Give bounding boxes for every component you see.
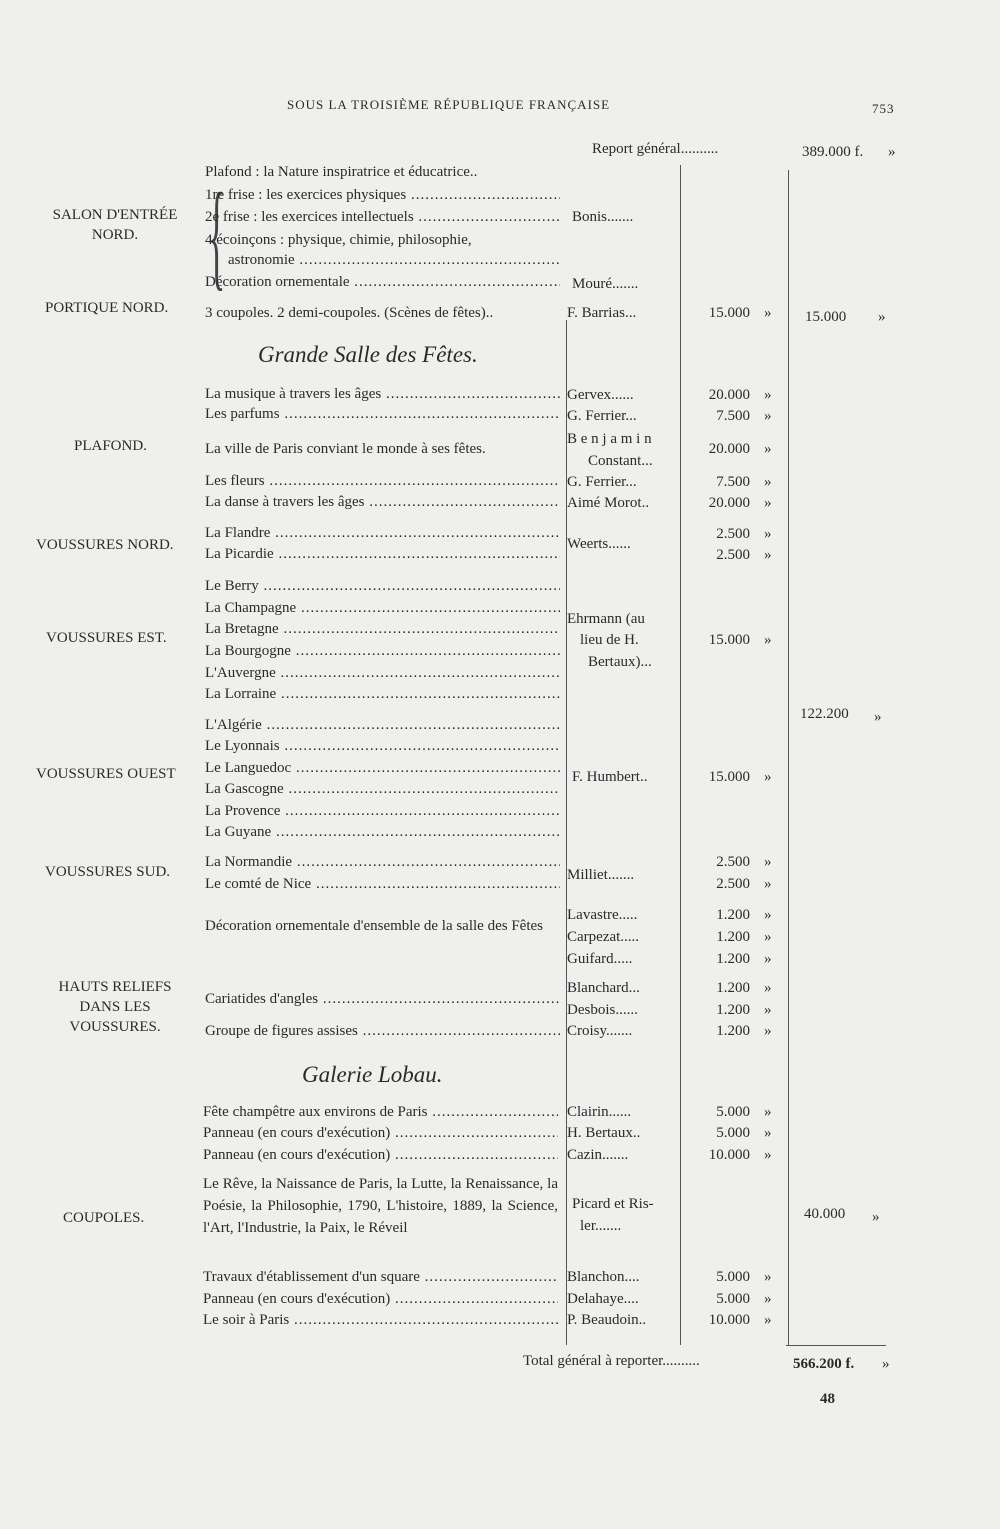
section-voussures-est: VOUSSURES EST. [46,630,167,646]
guillemet: » [764,408,772,424]
artist-weerts: Weerts...... [567,536,631,552]
artist-blanchard: Blanchard... [567,980,640,996]
item-ve-3: La Bretagne ..... [205,620,560,638]
guillemet: » [764,387,772,403]
section-voussures-nord: VOUSSURES NORD. [36,537,174,553]
artist-morot: Aimé Morot.. [567,495,650,511]
column-rule-2 [788,170,789,1345]
item-h-3: Groupe de figures assises ..... [205,1022,560,1040]
artist-constant: Constant... [588,453,653,469]
amount-nice: 2.500 [716,876,750,892]
item-portique: 3 coupoles. 2 demi-coupoles. (Scènes de fêtes).. [205,305,494,321]
guillemet: » [764,1125,772,1141]
amount-lavastre: 1.200 [716,907,750,923]
item-plafond-3: La ville de Paris conviant le monde à ses fêtes. [205,441,486,457]
amount-croisy: 1.200 [716,1023,750,1039]
amount-barrias: 15.000 [708,305,750,321]
item-l-4: Le Rêve, la Naissance de Paris, la Lutte, la Renaissance, la Poésie, la Philosophie, 1790, L'histoire, 1889, la Science, l'Art, l'Industrie, la Paix, le Réveil [203,1176,558,1236]
artist-picard-1: Picard et Ris- [572,1196,654,1212]
guillemet: » [764,1269,772,1285]
amount-guifard: 1.200 [716,951,750,967]
item-vo-5: La Provence ..... [205,802,560,820]
guillemet: » [764,929,772,945]
artist-desbois: Desbois...... [567,1002,638,1018]
item-salon-5: astronomie ..... [228,251,560,269]
section-plafond: PLAFOND. [74,438,147,454]
artist-guifard: Guifard..... [567,951,633,967]
artist-delahaye: Delahaye.... [567,1291,639,1307]
amount-ferrier: 7.500 [716,408,750,424]
guillemet: » [764,495,772,511]
item-h-2: Cariatides d'angles ..... [205,990,560,1008]
title-galerie: Galerie Lobau. [302,1062,443,1087]
guillemet: » [764,1104,772,1120]
guillemet: » [764,854,772,870]
item-l-7: Le soir à Paris ..... [203,1311,558,1329]
artist-carpezat: Carpezat..... [567,929,640,945]
guillemet: » [764,769,772,785]
guillemet: » [874,709,882,725]
item-ve-2: La Champagne ..... [205,599,560,617]
amount-delahaye: 5.000 [716,1291,750,1307]
section-voussures-sud: VOUSSURES SUD. [45,864,171,880]
item-h-1: Décoration ornementale d'ensemble de la salle des Fêtes [205,918,543,934]
item-ve-1: Le Berry ..... [205,577,560,595]
final-amount: 566.200 f. [793,1356,855,1372]
title-grande-salle: Grande Salle des Fêtes. [258,342,478,367]
item-vo-2: Le Lyonnais ..... [205,737,560,755]
guillemet: » [882,1356,890,1372]
artist-ehrmann-1: Ehrmann (au [567,611,645,627]
amount-morot: 20.000 [708,495,750,511]
item-salon-4: 4 écoinçons : physique, chimie, philosophie, [205,232,472,248]
item-plafond-4: Les fleurs ..... [205,472,560,490]
guillemet: » [764,951,772,967]
item-vo-1: L'Algérie ..... [205,716,560,734]
amount-humbert: 15.000 [708,769,750,785]
artist-croisy: Croisy....... [567,1023,633,1039]
guillemet: » [764,632,772,648]
item-plafond-1: La musique à travers les âges ..... [205,385,560,403]
item-salon-6: Décoration ornementale ..... [205,273,560,291]
artist-picard-2: ler....... [580,1218,622,1234]
total-galerie: 40.000 [804,1206,846,1222]
amount-benjamin: 20.000 [708,441,750,457]
item-salon-3: 2e frise : les exercices intellectuels ..... [205,208,560,226]
artist-ferrier: G. Ferrier... [567,474,637,490]
guillemet: » [764,1147,772,1163]
item-vo-6: La Guyane ..... [205,823,560,841]
artist-beaudoin: P. Beaudoin.. [567,1312,647,1328]
item-plafond-5: La danse à travers les âges ..... [205,493,560,511]
item-l-6: Panneau (en cours d'exécution) ..... [203,1290,558,1308]
artist-humbert: F. Humbert.. [572,769,648,785]
amount-flandre: 2.500 [716,526,750,542]
guillemet: » [764,474,772,490]
item-vn-1: La Flandre ..... [205,524,560,542]
column-rule-1 [680,165,681,1345]
artist-milliet: Milliet....... [567,867,635,883]
item-vo-4: La Gascogne ..... [205,780,560,798]
amount-desbois: 1.200 [716,1002,750,1018]
guillemet: » [764,1291,772,1307]
item-l-5: Travaux d'établissement d'un square ..... [203,1268,558,1286]
page-number: 753 [872,101,895,116]
amount-carpezat: 1.200 [716,929,750,945]
amount-picardie: 2.500 [716,547,750,563]
artist-gervex: Gervex...... [567,387,634,403]
artist-lavastre: Lavastre..... [567,907,638,923]
report-label: Report général.......... [592,141,719,157]
amount-blanchard: 1.200 [716,980,750,996]
report-suffix: » [888,144,896,160]
item-l-1: Fête champêtre aux environs de Paris ..... [203,1103,558,1121]
item-plafond-2: Les parfums ..... [205,405,560,423]
running-title: SOUS LA TROISIÈME RÉPUBLIQUE FRANÇAISE [287,97,611,112]
artist-barrias: F. Barrias... [567,305,637,321]
item-vn-2: La Picardie ..... [205,545,560,563]
guillemet: » [764,980,772,996]
item-vo-3: Le Languedoc ..... [205,759,560,777]
guillemet: » [872,1209,880,1225]
item-l-3: Panneau (en cours d'exécution) ..... [203,1146,558,1164]
amount-ehrmann: 15.000 [708,632,750,648]
total-rule [786,1345,886,1346]
guillemet: » [764,876,772,892]
final-label: Total général à reporter.......... [523,1353,700,1369]
total-portique: 15.000 [805,309,847,325]
section-voussures-ouest: VOUSSURES OUEST [36,766,176,782]
guillemet: » [764,1002,772,1018]
guillemet: » [764,547,772,563]
guillemet: » [764,1023,772,1039]
artist-bertaux: H. Bertaux.. [567,1125,641,1141]
artist-blanchon: Blanchon.... [567,1269,640,1285]
artist-benjamin: B e n j a m i n [567,431,652,447]
brace-left: { [208,168,226,301]
item-salon-1: Plafond : la Nature inspiratrice et éducatrice.. [205,164,478,180]
amount-ferrier: 7.500 [716,474,750,490]
item-ve-5: L'Auvergne ..... [205,664,560,682]
artist-ehrmann-3: Bertaux)... [588,654,652,670]
guillemet: » [764,305,772,321]
guillemet: » [764,907,772,923]
artist-clairin: Clairin...... [567,1104,632,1120]
section-hauts-reliefs: HAUTS RELIEFS DANS LES VOUSSURES. [58,979,172,1035]
amount-clairin: 5.000 [716,1104,750,1120]
report-amount: 389.000 f. [802,144,864,160]
amount-gervex: 20.000 [708,387,750,403]
item-vs-1: La Normandie ..... [205,853,560,871]
item-ve-6: La Lorraine ..... [205,685,560,703]
guillemet: » [764,526,772,542]
guillemet: » [878,309,886,325]
amount-bertaux: 5.000 [716,1125,750,1141]
artist-bonis: Bonis....... [572,209,634,225]
item-vs-2: Le comté de Nice ..... [205,875,560,893]
artist-moure: Mouré....... [572,276,639,292]
artist-cazin: Cazin....... [567,1147,629,1163]
section-coupoles: COUPOLES. [63,1210,145,1226]
guillemet: » [764,441,772,457]
amount-normandie: 2.500 [716,854,750,870]
section-portique: PORTIQUE NORD. [45,300,169,316]
guillemet: » [764,1312,772,1328]
artist-ferrier: G. Ferrier... [567,408,637,424]
item-salon-2: 1re frise : les exercices physiques ..... [205,186,560,204]
item-ve-4: La Bourgogne ..... [205,642,560,660]
amount-cazin: 10.000 [708,1147,750,1163]
artist-ehrmann-2: lieu de H. [580,632,639,648]
amount-blanchon: 5.000 [716,1269,750,1285]
signature-mark: 48 [820,1391,835,1407]
item-l-2: Panneau (en cours d'exécution) ..... [203,1124,558,1142]
amount-beaudoin: 10.000 [708,1312,750,1328]
section-salon: SALON D'ENTRÉE NORD. [52,207,178,243]
total-grande-salle: 122.200 [800,706,849,722]
